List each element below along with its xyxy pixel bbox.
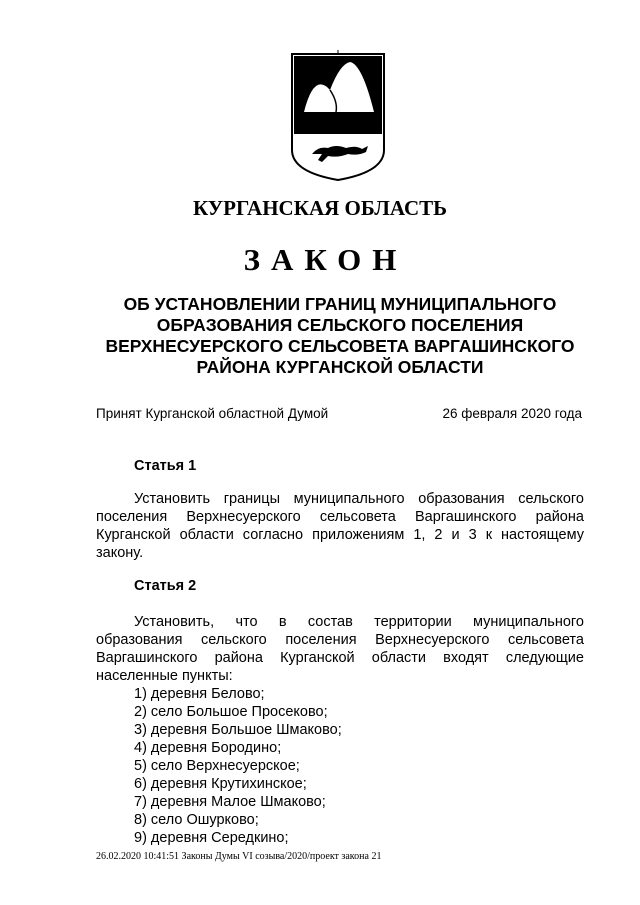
list-item: 3) деревня Большое Шмаково; [134, 722, 342, 738]
paragraph-word: согласно [242, 527, 304, 543]
paragraph-word: района [535, 509, 584, 525]
article-1-text [96, 490, 584, 562]
paragraph-word: границы [223, 491, 280, 507]
paragraph-word: Варгашинского [96, 650, 198, 666]
paragraph-word: приложениям [312, 527, 405, 543]
paragraph-word: поселения [96, 509, 168, 525]
paragraph-word: сельсовета [507, 632, 584, 648]
paragraph-line [96, 631, 584, 649]
paragraph-word: сельсовета [319, 509, 396, 525]
paragraph-word: области [371, 650, 427, 666]
paragraph-word: к [485, 527, 493, 543]
list-item: 5) село Верхнесуерское; [134, 758, 300, 774]
paragraph-line [96, 667, 584, 685]
settlements-list [134, 685, 342, 847]
paragraph-line [96, 613, 584, 631]
paragraph-word: муниципального [293, 491, 405, 507]
paragraph-word: входят [443, 650, 489, 666]
document-type: ЗАКОН [243, 242, 408, 277]
article-1-heading: Статья 1 [134, 458, 197, 474]
list-item: 6) деревня Крутихинское; [134, 776, 307, 792]
paragraph-word: Верхнесуерского [375, 632, 490, 648]
paragraph-word: 3 [468, 527, 477, 543]
paragraph-word: и [451, 527, 460, 543]
paragraph-line [96, 490, 584, 508]
paragraph-word: 1, [413, 527, 426, 543]
paragraph-line [96, 649, 584, 667]
paragraph-word: Установить [134, 491, 211, 507]
list-item: 1) деревня Белово; [134, 686, 265, 702]
paragraph-word: 2 [434, 527, 443, 543]
paragraph-word: сельского [201, 632, 267, 648]
paragraph-line [96, 508, 584, 526]
adoption-info [96, 406, 582, 421]
list-item: 2) село Большое Просеково; [134, 704, 328, 720]
adopting-body: Принят Курганской областной Думой [96, 406, 329, 421]
law-title-line: РАЙОНА КУРГАНСКОЙ ОБЛАСТИ [196, 357, 484, 377]
paragraph-word: района [214, 650, 263, 666]
article-2-heading: Статья 2 [134, 578, 197, 594]
adoption-date: 26 февраля 2020 года [442, 406, 582, 421]
law-title-line: ОБ УСТАНОВЛЕНИИ ГРАНИЦ МУНИЦИПАЛЬНОГО [123, 294, 557, 314]
footer-note: 26.02.2020 10:41:51 Законы Думы VI созыва/2020/проект закона 21 [96, 851, 382, 862]
law-title [60, 294, 620, 378]
law-title-line: ОБРАЗОВАНИЯ СЕЛЬСКОГО ПОСЕЛЕНИЯ [156, 315, 524, 335]
paragraph-word: Курганской [96, 527, 171, 543]
paragraph-word: следующие [505, 650, 584, 666]
list-item: 4) деревня Бородино; [134, 740, 282, 756]
paragraph-word: территории [374, 614, 452, 630]
paragraph-word: поселения [285, 632, 357, 648]
list-item: 9) деревня Середкино; [134, 830, 289, 846]
paragraph-word: области [179, 527, 234, 543]
paragraph-word: Курганской [280, 650, 355, 666]
coat-of-arms-icon [288, 50, 388, 182]
list-item: 7) деревня Малое Шмаково; [134, 794, 326, 810]
paragraph-word: в [278, 614, 287, 630]
paragraph-word: Верхнесуерского [186, 509, 301, 525]
region-title: КУРГАНСКАЯ ОБЛАСТЬ [192, 196, 448, 220]
paragraph-line [96, 544, 584, 562]
paragraph-word: состав [307, 614, 353, 630]
paragraph-word: Установить, [134, 614, 215, 630]
law-title-line: ВЕРХНЕСУЕРСКОГО СЕЛЬСОВЕТА ВАРГАШИНСКОГО [105, 336, 575, 356]
paragraph-word: Варгашинского [414, 509, 517, 525]
list-item: 8) село Ошурково; [134, 812, 259, 828]
paragraph-word: образования [96, 632, 183, 648]
paragraph-line [96, 526, 584, 544]
paragraph-word: образования [418, 491, 505, 507]
article-2-text [96, 613, 584, 685]
paragraph-word: муниципального [473, 614, 584, 630]
paragraph-text: закону. [96, 545, 144, 561]
paragraph-word: сельского [518, 491, 584, 507]
paragraph-text: населенные пункты: [96, 668, 233, 684]
paragraph-word: настоящему [501, 527, 584, 543]
paragraph-word: что [235, 614, 258, 630]
